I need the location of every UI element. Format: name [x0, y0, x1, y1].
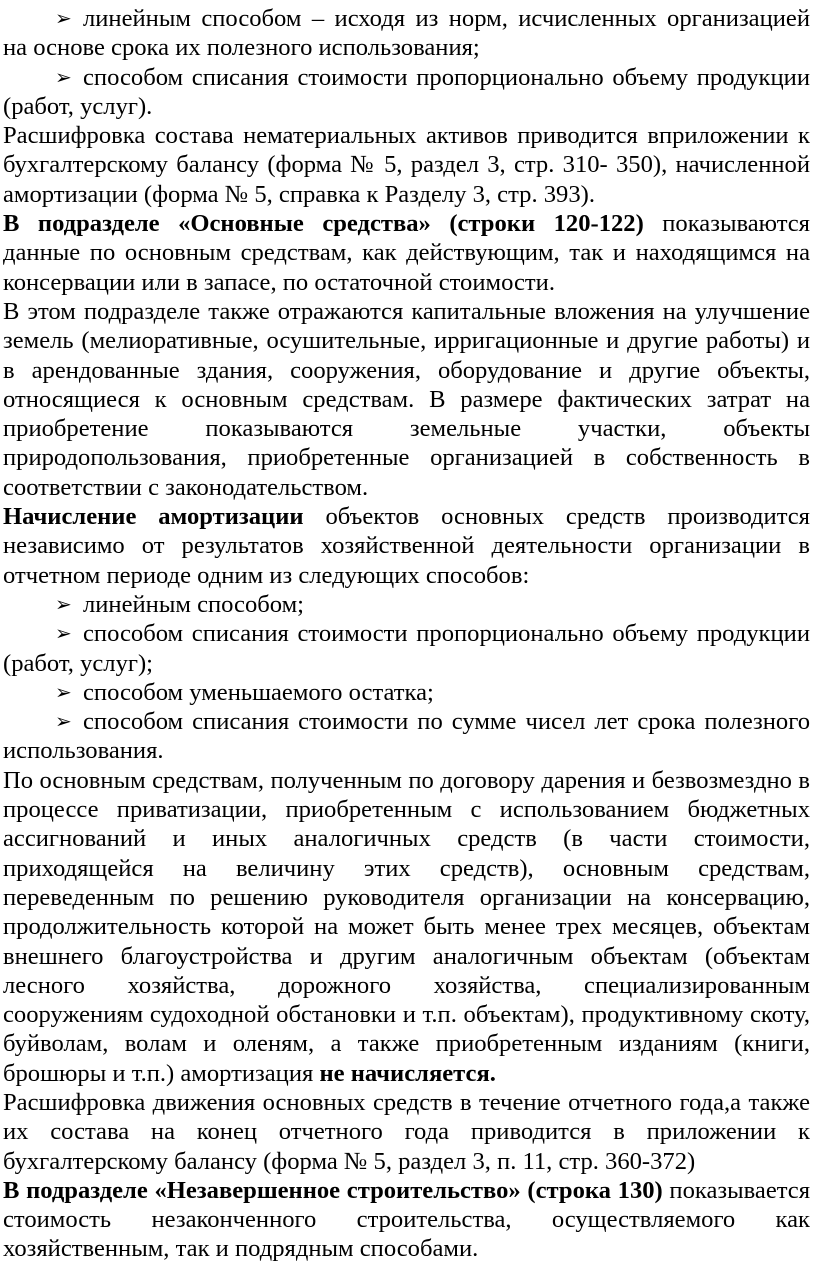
arrowhead-bullet-icon	[55, 678, 83, 707]
list-item	[3, 707, 810, 766]
list-item-text: линейным способом – исходя из норм, исчисленных организацией на основе срока их полезного использования;	[3, 5, 810, 62]
paragraph-intangibles: Расшифровка состава нематериальных активов приводится вприложении к бухгалтерскому балансу (форма № 5, раздел 3, стр. 310- 350), начисленной амортизации (форма № 5, справка к Разделу 3, стр. 393).	[3, 122, 810, 208]
paragraph-fixed-assets	[3, 209, 810, 297]
list-item-text: способом уменьшаемого остатка;	[83, 678, 434, 706]
paragraph-depreciation	[3, 502, 810, 590]
paragraph-capital-investments: В этом подразделе также отражаются капитальные вложения на улучшение земель (мелиоративные, осушительные, ирригационные и другие работы) и в арендованные здания, сооружения, оборудование и другие объекты, относящиеся к основным средствам. В размере фактических затрат на приобретение показываются земельные участки, объекты природопользования, приобретенные организацией в собственность в соответствии с законодательством.	[3, 297, 810, 501]
paragraph-heading: В подразделе «Основные средства» (строки 120-122)	[3, 210, 644, 238]
list-item	[3, 63, 810, 122]
list-item	[3, 590, 810, 619]
paragraph-text: показываются данные по основным средствам, как действующим, так и находящимся на консервации или в запасе, по остаточной стоимости.	[3, 210, 810, 296]
paragraph-emphasis: не начисляется.	[319, 1059, 496, 1087]
arrowhead-bullet-icon	[55, 4, 83, 33]
paragraph-text: По основным средствам, полученным по договору дарения и безвозмездно в процессе приватизации, приобретенным с использованием бюджетных ассигнований и иных аналогичных средств (в части стоимости, приходящейся на величину этих средств), основным средствам, переведенным по решению руководителя организации на консервацию, продолжительность которой на может быть менее трех месяцев, объектам внешнего благоустройства и другим аналогичным объектам (объектам лесного хозяйства, дорожного хозяйства, специализированным сооружениям судоходной обстановки и т.п. объектам), продуктивному скоту, буйволам, волам и оленям, а также приобретенным изданиям (книги, брошюры и т.п.) амортизация	[3, 766, 810, 1087]
list-item	[3, 678, 810, 707]
paragraph-heading: Начисление амортизации	[3, 503, 304, 531]
paragraph-construction	[3, 1176, 810, 1264]
paragraph-heading: В подразделе «Незавершенное строительство» (строка 130)	[3, 1176, 663, 1204]
arrowhead-bullet-icon	[55, 619, 83, 648]
paragraph-no-depreciation	[3, 766, 810, 1088]
arrowhead-bullet-icon	[55, 707, 83, 736]
list-item-text: способом списания стоимости по сумме чисел лет срока полезного использования.	[3, 708, 810, 765]
paragraph-movement: Расшифровка движения основных средств в течение отчетного года,а также их состава на конец отчетного года приводится в приложении к бухгалтерскому балансу (форма № 5, раздел 3, п. 11, стр. 360-372)	[3, 1088, 810, 1175]
arrowhead-bullet-icon	[55, 63, 83, 92]
paragraph-text: объектов основных средств производится независимо от результатов хозяйственной деятельности организации в отчетном периоде одним из следующих способов:	[3, 503, 810, 589]
list-item	[3, 619, 810, 678]
list-item-text: способом списания стоимости пропорционально объему продукции (работ, услуг);	[3, 620, 810, 677]
list-item	[3, 4, 810, 63]
arrowhead-bullet-icon	[55, 590, 83, 619]
paragraph-text: показывается стоимость незаконченного строительства, осуществляемого как хозяйственным, так и подрядным способами.	[3, 1176, 811, 1263]
list-item-text: линейным способом;	[83, 590, 305, 618]
list-item-text: способом списания стоимости пропорционально объему продукции (работ, услуг).	[3, 63, 810, 120]
